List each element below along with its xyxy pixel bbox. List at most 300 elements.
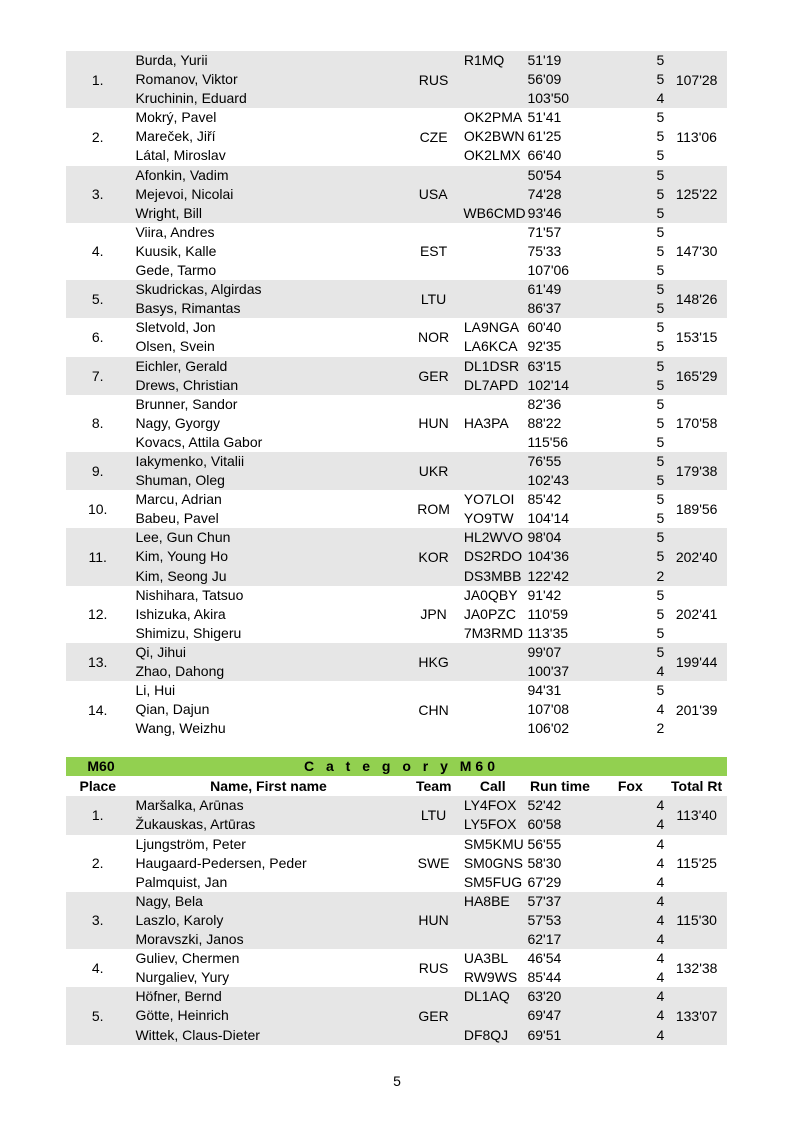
competitor-name: Qian, Dajun xyxy=(135,701,210,718)
calls-cell xyxy=(460,108,526,165)
competitor-name: Nurgaliev, Yury xyxy=(135,969,230,986)
competitor-call xyxy=(464,223,526,242)
competitor-run-time: 75'33 xyxy=(527,242,562,259)
total-cell: 132'38 xyxy=(675,960,718,977)
place-cell: 5. xyxy=(91,1007,104,1024)
results-section-m60 xyxy=(66,796,727,1044)
competitor-fox: 5 xyxy=(656,529,665,546)
competitor-call: HA3PA xyxy=(463,414,509,431)
competitor-run-time: 93'46 xyxy=(527,204,562,221)
place-cell: 5. xyxy=(91,291,104,308)
times-cell xyxy=(525,643,594,681)
competitor-fox: 5 xyxy=(656,376,665,393)
competitor-run-time: 63'20 xyxy=(527,988,562,1005)
competitor-call xyxy=(464,299,526,318)
names-cell xyxy=(129,528,407,585)
competitor-run-time: 122'42 xyxy=(527,567,570,584)
place-cell: 2. xyxy=(91,128,104,145)
competitor-run-time: 100'37 xyxy=(527,663,570,679)
fox-cell xyxy=(595,796,667,834)
team-cell: LTU xyxy=(420,807,447,824)
competitor-name: Drews, Christian xyxy=(135,376,239,393)
names-cell xyxy=(129,643,407,681)
times-cell xyxy=(525,987,594,1044)
team-cell: ROM xyxy=(417,501,450,518)
place-cell: 3. xyxy=(91,912,104,929)
calls-cell xyxy=(460,318,526,356)
fox-cell xyxy=(595,280,667,318)
team-block xyxy=(66,395,727,452)
table-header-row xyxy=(66,776,727,796)
fox-cell xyxy=(595,892,667,949)
competitor-name: Iakymenko, Vitalii xyxy=(135,452,245,469)
competitor-run-time: 82'36 xyxy=(527,395,562,412)
competitor-run-time: 107'06 xyxy=(527,262,570,279)
competitor-fox: 5 xyxy=(656,109,665,126)
competitor-call: JA0QBY xyxy=(463,586,518,603)
competitor-call: R1MQ xyxy=(463,52,505,68)
competitor-call xyxy=(464,261,526,280)
competitor-run-time: 62'17 xyxy=(527,931,562,948)
team-cell: JPN xyxy=(420,606,447,623)
competitor-call xyxy=(464,70,526,89)
total-cell: 133'07 xyxy=(675,1007,718,1024)
competitor-name: Moravszki, Janos xyxy=(135,931,244,948)
competitor-fox: 5 xyxy=(656,128,665,145)
competitor-name: Ishizuka, Akira xyxy=(135,605,226,622)
competitor-run-time: 51'41 xyxy=(527,109,562,126)
competitor-fox: 5 xyxy=(656,414,665,431)
competitor-call: SM0GNS xyxy=(463,854,523,871)
competitor-fox: 5 xyxy=(656,395,665,412)
total-cell: 115'25 xyxy=(676,855,717,872)
times-cell xyxy=(525,892,594,949)
competitor-run-time: 57'37 xyxy=(527,892,562,909)
calls-cell xyxy=(460,357,526,395)
competitor-run-time: 46'54 xyxy=(527,950,562,967)
competitor-run-time: 56'55 xyxy=(527,835,562,852)
competitor-fox: 4 xyxy=(656,988,665,1005)
competitor-call: LA9NGA xyxy=(463,319,520,336)
competitor-name: Basys, Rimantas xyxy=(135,300,241,317)
fox-cell xyxy=(595,357,667,395)
total-cell: 153'15 xyxy=(675,329,718,346)
competitor-call: LY4FOX xyxy=(463,797,517,814)
competitor-fox: 5 xyxy=(656,52,665,68)
competitor-fox: 5 xyxy=(656,643,665,660)
total-cell: 125'22 xyxy=(675,186,718,203)
category-header-bar xyxy=(66,757,727,776)
competitor-call: RW9WS xyxy=(463,969,518,986)
competitor-run-time: 85'42 xyxy=(527,491,562,508)
team-block xyxy=(66,987,727,1044)
calls-cell xyxy=(460,681,526,738)
fox-cell xyxy=(595,949,667,987)
place-cell: 13. xyxy=(87,654,108,670)
total-cell: 165'29 xyxy=(675,367,718,384)
times-cell xyxy=(525,357,594,395)
competitor-name: Kim, Seong Ju xyxy=(135,567,227,584)
times-cell xyxy=(525,586,594,643)
team-block xyxy=(66,490,727,528)
competitor-fox: 5 xyxy=(656,491,665,508)
competitor-fox: 5 xyxy=(656,147,665,164)
total-cell: 202'40 xyxy=(675,548,718,565)
team-cell: GER xyxy=(418,1007,449,1024)
calls-cell xyxy=(460,643,526,681)
fox-cell xyxy=(595,318,667,356)
place-cell: 6. xyxy=(91,329,104,346)
place-cell: 12. xyxy=(87,606,108,623)
competitor-call xyxy=(464,395,526,414)
names-cell xyxy=(129,51,407,108)
calls-cell xyxy=(460,223,526,280)
competitor-run-time: 52'42 xyxy=(527,797,562,814)
competitor-run-time: 86'37 xyxy=(527,300,562,317)
competitor-call: DL7APD xyxy=(463,376,519,393)
team-cell: CZE xyxy=(419,128,448,145)
competitor-run-time: 60'58 xyxy=(527,816,562,833)
competitor-call: DS3MBB xyxy=(463,567,522,584)
competitor-run-time: 102'43 xyxy=(527,472,570,489)
competitor-fox: 5 xyxy=(656,166,665,183)
fox-cell xyxy=(595,835,667,892)
competitor-call: SM5KMU xyxy=(463,835,524,852)
competitor-run-time: 61'25 xyxy=(527,128,562,145)
competitor-fox: 4 xyxy=(656,90,665,107)
fox-cell xyxy=(595,452,667,490)
calls-cell xyxy=(460,51,526,108)
fox-cell xyxy=(595,681,667,738)
times-cell xyxy=(525,528,594,585)
times-cell xyxy=(525,835,594,892)
team-cell: KOR xyxy=(418,548,449,565)
names-cell xyxy=(129,223,407,280)
competitor-run-time: 56'09 xyxy=(527,71,562,88)
times-cell xyxy=(525,51,594,108)
competitor-name: Burda, Yurii xyxy=(135,52,208,68)
team-cell: HUN xyxy=(418,912,449,929)
competitor-run-time: 63'15 xyxy=(527,357,562,374)
calls-cell xyxy=(460,528,526,585)
competitor-name: Wang, Weizhu xyxy=(135,720,226,737)
competitor-name: Haugaard-Pedersen, Peder xyxy=(135,854,307,871)
team-block xyxy=(66,357,727,395)
competitor-call xyxy=(463,166,525,185)
competitor-call: OK2BWN xyxy=(463,128,525,145)
team-block xyxy=(66,528,727,585)
competitor-run-time: 66'40 xyxy=(527,147,562,164)
calls-cell xyxy=(460,586,526,643)
competitor-fox: 4 xyxy=(656,854,665,871)
competitor-run-time: 71'57 xyxy=(527,223,562,240)
times-cell xyxy=(525,280,594,318)
team-block xyxy=(66,835,727,892)
total-cell: 147'30 xyxy=(675,243,718,260)
team-cell: EST xyxy=(419,243,448,260)
team-block xyxy=(66,892,727,949)
competitor-run-time: 67'29 xyxy=(527,873,562,890)
competitor-name: Mokrý, Pavel xyxy=(135,109,217,126)
fox-cell xyxy=(595,528,667,585)
competitor-name: Guliev, Chermen xyxy=(135,950,240,967)
competitor-run-time: 76'55 xyxy=(527,452,562,469)
category-title: C a t e g o r y M60 xyxy=(303,758,500,775)
competitor-fox: 5 xyxy=(656,452,665,469)
team-cell: RUS xyxy=(418,71,449,88)
fox-cell xyxy=(595,395,667,452)
competitor-run-time: 104'36 xyxy=(527,548,570,565)
competitor-call xyxy=(464,719,526,738)
competitor-fox: 4 xyxy=(656,816,665,833)
fox-cell xyxy=(595,490,667,528)
total-cell: 179'38 xyxy=(675,463,718,480)
competitor-name: Shuman, Oleg xyxy=(135,472,225,489)
place-cell: 8. xyxy=(91,415,104,432)
competitor-call xyxy=(464,1006,526,1025)
header-fox: Fox xyxy=(617,778,643,795)
competitor-run-time: 51'19 xyxy=(527,52,562,68)
competitor-name: Ljungström, Peter xyxy=(135,835,246,852)
team-cell: LTU xyxy=(420,291,447,308)
team-cell: NOR xyxy=(418,329,450,346)
total-cell: 170'58 xyxy=(675,415,718,432)
fox-cell xyxy=(595,166,667,223)
team-cell: SWE xyxy=(417,855,450,872)
section-spacer xyxy=(66,738,727,757)
names-cell xyxy=(129,395,407,452)
team-block xyxy=(66,280,727,318)
competitor-fox: 5 xyxy=(656,682,665,699)
competitor-call xyxy=(464,930,526,949)
times-cell xyxy=(525,681,594,738)
competitor-fox: 4 xyxy=(656,950,665,967)
team-block xyxy=(66,949,727,987)
header-place: Place xyxy=(79,778,117,795)
competitor-run-time: 103'50 xyxy=(527,90,570,107)
times-cell xyxy=(525,949,594,987)
competitor-run-time: 102'14 xyxy=(527,376,570,393)
competitor-name: Wright, Bill xyxy=(135,204,203,221)
competitor-name: Olsen, Svein xyxy=(135,338,215,355)
competitor-fox: 5 xyxy=(656,281,665,298)
competitor-run-time: 88'22 xyxy=(527,414,562,431)
competitor-run-time: 60'40 xyxy=(527,319,562,336)
competitor-run-time: 61'49 xyxy=(527,281,562,298)
competitor-fox: 5 xyxy=(656,624,665,641)
team-block xyxy=(66,643,727,681)
team-block xyxy=(66,796,727,834)
competitor-fox: 4 xyxy=(656,1026,665,1043)
times-cell xyxy=(525,796,594,834)
place-cell: 3. xyxy=(91,186,104,203)
names-cell xyxy=(129,987,407,1044)
competitor-call: HL2WVO xyxy=(463,529,523,546)
competitor-name: Li, Hui xyxy=(135,682,176,699)
competitor-fox: 5 xyxy=(656,433,665,450)
competitor-run-time: 85'44 xyxy=(527,969,562,986)
competitor-fox: 5 xyxy=(656,338,665,355)
competitor-name: Sletvold, Jon xyxy=(135,319,216,336)
competitor-call xyxy=(464,681,526,700)
team-cell: UKR xyxy=(418,463,449,480)
competitor-fox: 2 xyxy=(656,567,665,584)
competitor-fox: 5 xyxy=(656,605,665,622)
competitor-run-time: 74'28 xyxy=(527,185,562,202)
team-block xyxy=(66,166,727,223)
competitor-call: JA0PZC xyxy=(463,605,516,622)
competitor-fox: 5 xyxy=(656,185,665,202)
calls-cell xyxy=(460,490,526,528)
competitor-call: DL1DSR xyxy=(463,357,520,374)
header-name: Name, First name xyxy=(210,778,327,795)
competitor-fox: 5 xyxy=(656,586,665,603)
calls-cell xyxy=(460,452,526,490)
competitor-call xyxy=(464,662,526,681)
calls-cell xyxy=(460,892,526,949)
competitor-name: Nagy, Bela xyxy=(135,892,203,909)
competitor-call: YO7LOI xyxy=(463,491,515,508)
competitor-run-time: 50'54 xyxy=(527,166,562,183)
calls-cell xyxy=(460,835,526,892)
names-cell xyxy=(129,452,407,490)
calls-cell xyxy=(460,395,526,452)
competitor-call xyxy=(464,700,526,719)
fox-cell xyxy=(595,51,667,108)
team-cell: HUN xyxy=(418,415,449,432)
competitor-run-time: 106'02 xyxy=(527,720,570,737)
competitor-fox: 4 xyxy=(656,873,665,890)
competitor-name: Laszlo, Karoly xyxy=(135,911,224,928)
calls-cell xyxy=(460,280,526,318)
team-block xyxy=(66,51,727,108)
competitor-fox: 4 xyxy=(656,663,665,679)
competitor-call xyxy=(464,433,526,452)
competitor-fox: 4 xyxy=(656,835,665,852)
competitor-call xyxy=(464,471,526,490)
competitor-fox: 5 xyxy=(656,262,665,279)
competitor-run-time: 115'56 xyxy=(527,433,569,450)
competitor-call xyxy=(464,242,526,261)
team-cell: CHN xyxy=(418,701,449,718)
names-cell xyxy=(129,681,407,738)
competitor-fox: 5 xyxy=(656,510,665,527)
competitor-run-time: 69'47 xyxy=(527,1007,562,1024)
total-cell: 202'41 xyxy=(675,606,718,623)
times-cell xyxy=(525,452,594,490)
place-cell: 4. xyxy=(91,960,104,977)
fox-cell xyxy=(595,643,667,681)
place-cell: 4. xyxy=(91,243,104,260)
competitor-fox: 5 xyxy=(656,357,665,374)
competitor-call: SM5FUG xyxy=(463,873,523,890)
header-total: Total Rt xyxy=(671,778,723,795)
results-section-continued xyxy=(66,51,727,738)
team-block xyxy=(66,318,727,356)
competitor-name: Mejevoi, Nicolai xyxy=(135,185,234,202)
competitor-fox: 5 xyxy=(656,71,665,88)
place-cell: 1. xyxy=(91,71,104,88)
competitor-run-time: 94'31 xyxy=(527,682,562,699)
competitor-call: YO9TW xyxy=(463,510,514,527)
competitor-call: DF8QJ xyxy=(463,1026,509,1043)
competitor-call: 7M3RMD xyxy=(463,624,523,641)
competitor-run-time: 98'04 xyxy=(527,529,562,546)
competitor-name: Gede, Tarmo xyxy=(135,262,217,279)
place-cell: 9. xyxy=(91,463,104,480)
competitor-name: Qi, Jihui xyxy=(135,643,187,660)
competitor-run-time: 107'08 xyxy=(527,701,570,718)
total-cell: 199'44 xyxy=(675,654,718,670)
competitor-call: OK2LMX xyxy=(463,147,521,164)
competitor-name: Kruchinin, Eduard xyxy=(135,90,247,107)
competitor-fox: 4 xyxy=(656,892,665,909)
competitor-fox: 4 xyxy=(656,969,665,986)
competitor-name: Žukauskas, Artūras xyxy=(135,816,256,833)
header-call: Call xyxy=(479,778,506,795)
names-cell xyxy=(129,949,407,987)
competitor-run-time: 57'53 xyxy=(527,911,562,928)
competitor-name: Nagy, Gyorgy xyxy=(135,414,220,431)
competitor-name: Brunner, Sandor xyxy=(135,395,238,412)
competitor-fox: 4 xyxy=(656,701,665,718)
place-cell: 10. xyxy=(87,501,108,518)
competitor-name: Eichler, Gerald xyxy=(135,357,228,374)
competitor-call: OK2PMA xyxy=(463,109,523,126)
calls-cell xyxy=(460,987,526,1044)
competitor-name: Shimizu, Shigeru xyxy=(135,624,242,641)
competitor-fox: 5 xyxy=(656,319,665,336)
competitor-call: LA6KCA xyxy=(463,338,518,355)
calls-cell xyxy=(459,166,525,223)
times-cell xyxy=(525,223,594,280)
competitor-fox: 4 xyxy=(656,931,665,948)
place-cell: 2. xyxy=(91,855,104,872)
total-cell: 115'30 xyxy=(676,912,717,929)
names-cell xyxy=(129,280,407,318)
competitor-name: Palmquist, Jan xyxy=(135,873,228,890)
names-cell xyxy=(129,318,407,356)
competitor-name: Lee, Gun Chun xyxy=(135,529,231,546)
place-cell: 1. xyxy=(91,807,104,824)
fox-cell xyxy=(595,108,667,165)
names-cell xyxy=(129,892,407,949)
competitor-fox: 5 xyxy=(656,242,665,259)
competitor-call: DL1AQ xyxy=(463,988,510,1005)
competitor-fox: 5 xyxy=(656,300,665,317)
competitor-fox: 5 xyxy=(656,472,665,489)
competitor-call xyxy=(464,280,526,299)
competitor-run-time: 113'35 xyxy=(527,624,569,641)
competitor-name: Kovacs, Attila Gabor xyxy=(135,433,263,450)
total-cell: 189'56 xyxy=(675,501,718,518)
place-cell: 11. xyxy=(88,548,107,565)
team-cell: GER xyxy=(418,367,449,384)
names-cell xyxy=(129,108,407,165)
times-cell xyxy=(525,490,594,528)
competitor-run-time: 69'51 xyxy=(527,1026,562,1043)
team-block xyxy=(66,452,727,490)
times-cell xyxy=(525,395,594,452)
team-cell: USA xyxy=(418,186,448,203)
competitor-name: Afonkin, Vadim xyxy=(135,166,229,183)
competitor-call xyxy=(464,452,526,471)
competitor-fox: 5 xyxy=(656,548,665,565)
competitor-name: Maršalka, Arūnas xyxy=(135,797,244,814)
total-cell: 201'39 xyxy=(675,701,718,718)
competitor-call xyxy=(463,185,525,204)
competitor-run-time: 110'59 xyxy=(527,605,569,622)
